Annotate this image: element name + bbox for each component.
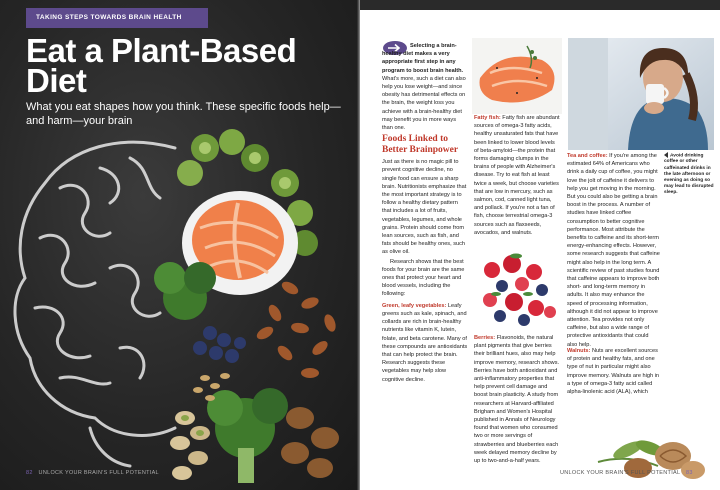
column-2: [474, 114, 560, 238]
headline-line-1: Eat a Plant-Based: [26, 32, 297, 69]
chalk-brain-outline: [15, 142, 175, 466]
blueberries: [193, 326, 246, 363]
left-footer-text: UNLOCK YOUR BRAIN'S FULL POTENTIAL: [38, 470, 159, 476]
salmon-photo: [472, 38, 562, 114]
greens-body: Leafy greens such as kale, spinach, and collards are rich in brain-healthy nutrients like vitamin K, lutein, folate, and beta carotene. Many of these compounds are antioxidants that can help protect the brain. Research suggests these vegetables may help slow cognitive decline.: [382, 302, 468, 383]
caption-text: Avoid drinking coffee or other caffeinated drinks in the late afternoon or evening as doing so may lead to disrupted sleep.: [664, 153, 714, 196]
caption-pointer-icon: [664, 152, 668, 158]
greens-lead: Green, leafy vegetables:: [382, 302, 447, 309]
page-deck: What you eat shapes how you think. These specific foods help—and harm—your brain: [26, 101, 341, 127]
subhead-foods: Foods Linked to Better Brainpower: [382, 134, 459, 155]
photo-caption: [664, 152, 714, 197]
left-page: [0, 0, 358, 490]
fish-paragraph: [474, 114, 560, 237]
broccoli: [154, 262, 288, 483]
berries-lead: Berries:: [474, 335, 496, 341]
berries-paragraph: [474, 334, 560, 465]
right-page-footer: [560, 470, 693, 476]
right-page-number: 83: [685, 470, 693, 476]
fish-lead: Fatty fish:: [474, 115, 501, 121]
column-3-lower: [567, 347, 660, 397]
pistachios: [170, 411, 210, 480]
section-kicker: TAKING STEPS TOWARDS BRAIN HEALTH: [26, 8, 208, 28]
woman-coffee-photo: [568, 38, 714, 150]
fish-body: Fatty fish are abundant sources of omega-3 fatty acids, healthy unsaturated fats that have been linked to lower blood levels of beta-amyloid—the protein that forms damaging clumps in the brains of people with Alzheimer's disease. Try to eat fish at least twice a week, but choose varieties that are low in mercury, such as salmon, cod, canned light tuna, and pollack. If you're not a fan of fish, choose terrestrial omega-3 sources such as flaxseeds, avocados, and walnuts.: [474, 115, 560, 236]
brain-food-illustration: [0, 128, 358, 490]
walnut-halves: [281, 407, 339, 478]
tea-body: If you're among the estimated 64% of Americans who drink a daily cup of coffee, you might love the jolt of caffeine it delivers to help you get moving in the morning. But you could also be getting a brain boost in the process. A number of studies have linked coffee consumption to better cognitive performance. Most attribute the benefits to caffeine and its short-term energy-enhancing effects. However, some research suggests that caffeine might also help in the long term. A scientific review of past studies found that caffeine appears to improve both short- and long-term memory in adults. It also may enhance the speed of processing information, although it did not appear to improve attention. Tea provides not only caffeine, but also a wide range of protective antioxidants that could also help.: [567, 153, 660, 348]
tea-lead: Tea and coffee:: [567, 153, 608, 159]
headline-line-2: Diet: [26, 62, 87, 99]
column-2-lower: [474, 334, 560, 466]
column-3: [567, 152, 660, 350]
left-page-footer: [26, 470, 159, 476]
berries-photo: [472, 250, 562, 332]
almonds: [255, 279, 338, 378]
right-footer-text: UNLOCK YOUR BRAIN'S FULL POTENTIAL: [560, 470, 681, 476]
page-headline: [26, 32, 346, 99]
walnuts-lead: Walnuts:: [567, 348, 591, 354]
intro-lead: Selecting a brain-healthy diet makes a very appropriate first step in any program to boost brain health.: [382, 43, 464, 74]
column-1: [382, 42, 468, 385]
walnuts-paragraph: [567, 347, 660, 396]
tea-paragraph: [567, 152, 660, 349]
intro-body: What's more, such a diet can also help you lose weight—and since obesity has detrimental effects on the brain, the weight loss you achieve with a brain-healthy diet may benefit you in more ways than one.: [382, 75, 466, 132]
left-page-number: 82: [26, 470, 33, 476]
body-paragraph-1: Just as there is no magic pill to prevent cognitive decline, no single food can ensure a sharp brain. Nutritionists emphasize that the most important strategy is to follow a healthy dietary pattern that includes a lot of fruits, vegetables, legumes, and whole grains. Protein should come from lean sources, such as fish, and fats should be healthy ones, such as olive oil.: [382, 159, 467, 256]
berries-body: Flavonoids, the natural plant pigments that give berries their brilliant hues, also may help improve memory, research shows. Berries have both antioxidant and anti-inflammatory properties that help prevent cell damage and boost brain plasticity. A study from researchers at Harvard-affiliated Brigham and Women's Hospital published in Annals of Neurology found that women who consumed two or more servings of strawberries and blueberries each week delayed memory decline by up to two-and-a-half years.: [474, 335, 560, 465]
body-paragraph-2: Research shows that the best foods for your brain are the same ones that protect your heart and blood vessels, including the following:: [382, 258, 465, 298]
right-page-top-bar: [360, 0, 720, 10]
greens-paragraph: [382, 302, 468, 384]
intro-paragraph: [382, 42, 468, 132]
walnuts-body: Nuts are excellent sources of protein and healthy fats, and one type of nut in particular might also improve memory. Walnuts are high in a type of omega-3 fatty acid called alpha-linolenic acid (ALA), which: [567, 348, 660, 396]
